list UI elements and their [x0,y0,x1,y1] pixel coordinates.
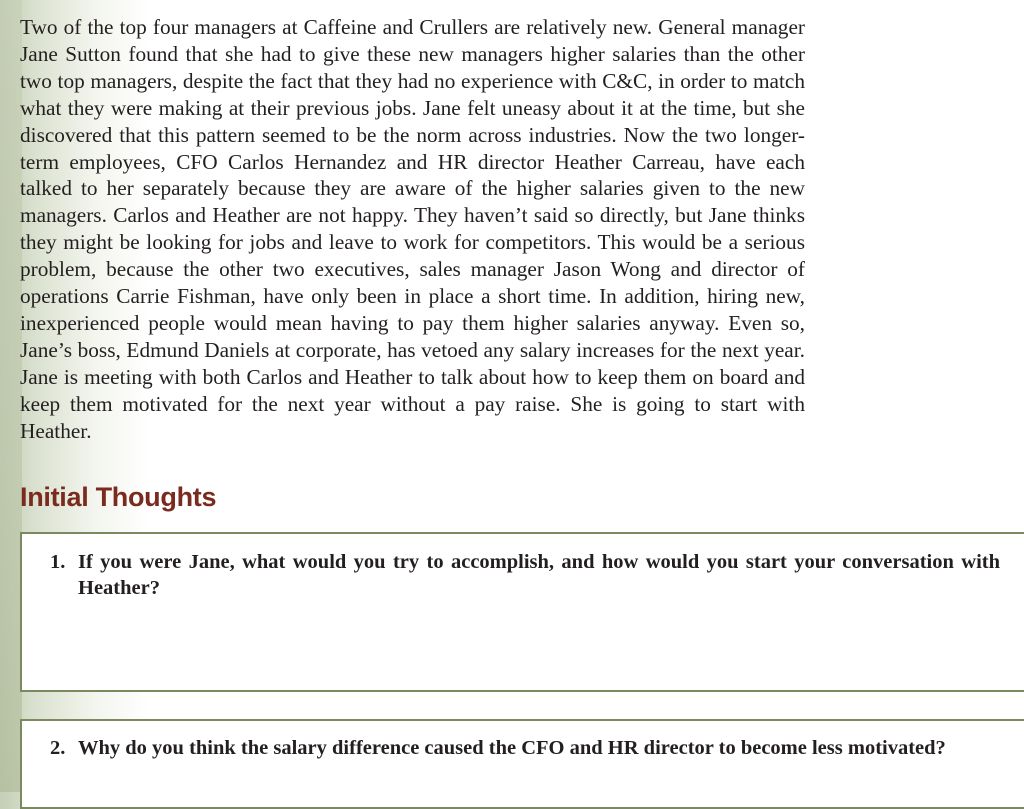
question-2-text: Why do you think the salary difference caused the CFO and HR director to become less motivated? [78,737,946,759]
question-1-number: 1. [50,551,66,573]
case-paragraph: Two of the top four managers at Caffeine and Crullers are relatively new. General manager Jane Sutton found that she had to give these new managers higher salaries than the other two top managers, despite the fact that they had no experience with C&C, in order to match what they were making at their previous jobs. Jane felt uneasy about it at the time, but she discovered that this pattern seemed to be the norm across industries. Now the two longer-term employees, CFO Carlos Hernandez and HR director Heather Carreau, have each talked to her separately because they are aware of the higher salaries given to the new managers. Carlos and Heather are not happy. They haven’t said so directly, but Jane thinks they might be looking for jobs and leave to work for competitors. This would be a serious problem, because the other two executives, sales manager Jason Wong and director of operations Carrie Fishman, have only been in place a short time. In addition, hiring new, inexperienced people would mean having to pay them higher salaries anyway. Even so, Jane’s boss, Edmund Daniels at corporate, has vetoed any salary increases for the next year. Jane is meeting with both Carlos and Heather to talk about how to keep them on board and keep them motivated for the next year without a pay raise. She is going to start with Heather. [20,15,805,443]
page-margin-decoration [0,0,22,792]
question-1-text: If you were Jane, what would you try to accomplish, and how would you start your conversation with Heather? [78,551,1000,599]
question-2-number: 2. [50,737,66,759]
section-heading: Initial Thoughts [20,482,217,512]
question-2 [50,735,1000,761]
question-box-1 [20,532,1024,692]
question-1 [50,549,1000,601]
question-box-2 [20,719,1024,809]
